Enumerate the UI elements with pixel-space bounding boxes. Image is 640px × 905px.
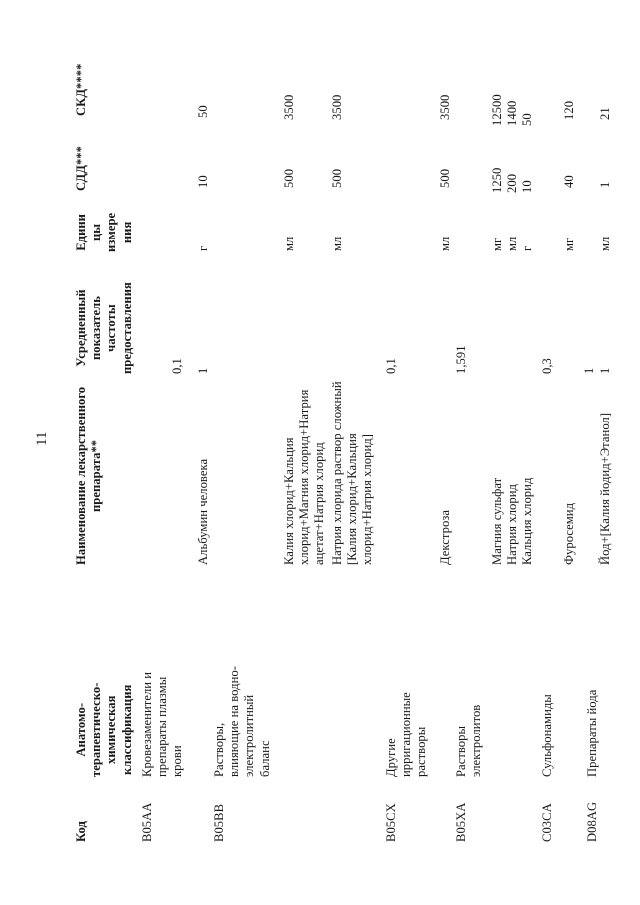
header-drug: Наименование лекарственного препарата**: [74, 386, 104, 565]
table-row-sdd: 10: [196, 175, 210, 188]
table-row-sdd: 1: [598, 181, 612, 188]
table-row-code: B05CX: [384, 803, 398, 842]
table-row-code: B05XA: [454, 802, 468, 842]
table-row-skd: 50: [196, 105, 210, 118]
header-sdd: СДД***: [74, 146, 88, 191]
table-row-code: C03CA: [540, 803, 554, 842]
page-number: 11: [34, 431, 50, 446]
table-row-sdd: 1250 200 10: [490, 167, 535, 193]
table-row-sdd: 500: [330, 168, 344, 188]
table-row-code: B05BB: [212, 803, 226, 842]
header-code: Код: [74, 821, 88, 842]
header-unit: Едини цы измере ния: [74, 212, 134, 252]
table-row-sdd: 500: [438, 168, 452, 188]
table-row-atc: Другие ирригационные растворы: [384, 692, 429, 777]
table-row-unit: мл: [282, 236, 296, 251]
table-row-unit: г: [196, 245, 210, 251]
table-row-drug: Фуросемид: [562, 502, 576, 565]
table-row-skd: 12500 1400 50: [490, 94, 535, 126]
table-row-skd: 3500: [330, 94, 344, 120]
table-row-drug: Калия хлорид+Кальция хлорид+Магния хлорид+Натрия ацетат+Натрия хлорид: [282, 389, 327, 565]
table-row-drug: Натрия хлорида раствор сложный [Калия хлорид+Кальция хлорид+Натрия хлорид]: [330, 381, 375, 565]
table-row-frequency: 1: [196, 367, 210, 374]
table-row-frequency: 1: [582, 367, 596, 374]
table-row-sdd: 40: [562, 175, 576, 188]
table-row-unit: мл: [438, 236, 452, 251]
table-row-frequency: 0,3: [540, 358, 554, 374]
table-row-frequency: 1,591: [454, 345, 468, 374]
table-row-drug: Магния сульфат Натрия хлорид Кальция хлорид: [490, 477, 535, 565]
header-frequency: Усредненный показатель частоты предоставления: [74, 282, 134, 374]
table-row-sdd: 500: [282, 168, 296, 188]
table-row-skd: 3500: [438, 94, 452, 120]
table-row-unit: мл: [598, 236, 612, 251]
table-row-code: D08AG: [585, 801, 599, 842]
table-row-drug: Альбумин человека: [196, 458, 210, 565]
table-row-skd: 3500: [282, 94, 296, 120]
table-row-atc: Сульфонамиды: [540, 694, 554, 777]
table-row-drug: Йод+[Калия йодид+Этанол]: [598, 412, 612, 565]
table-row-drug: Декстроза: [438, 510, 452, 565]
table-row-unit: мг мл г: [490, 236, 535, 251]
header-atc: Анатомо- терапевтическо- химическая классификация: [74, 682, 134, 777]
table-row-frequency: 0,1: [384, 358, 398, 374]
table-row-skd: 120: [562, 100, 576, 120]
table-row-unit: мг: [562, 237, 576, 251]
table-row-atc: Препараты йода: [585, 689, 599, 777]
table-row-atc: Растворы, влияющие на водно- электролитный баланс: [212, 666, 272, 777]
table-row-frequency: 0,1: [170, 358, 184, 374]
table-row-atc: Растворы электролитов: [454, 704, 484, 777]
table-row-unit: мл: [330, 236, 344, 251]
table-row-atc: Кровезаменители и препараты плазмы крови: [140, 671, 185, 777]
table-row-frequency: 1: [598, 367, 612, 374]
header-skd: СКД****: [74, 63, 88, 116]
table-row-code: B05AA: [140, 802, 154, 842]
table-row-skd: 21: [598, 107, 612, 120]
